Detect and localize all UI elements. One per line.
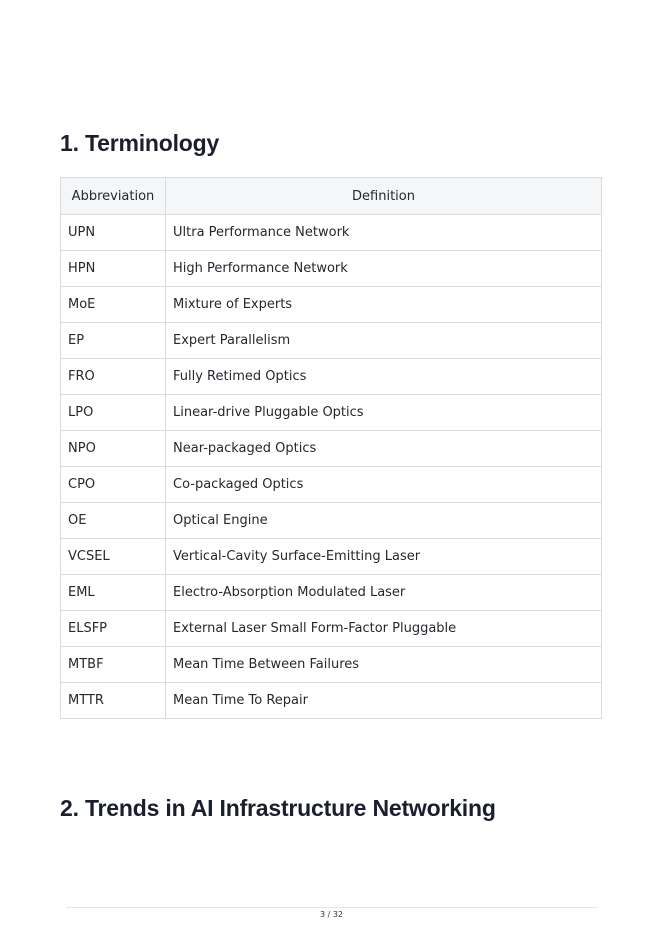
definition-cell: Mean Time To Repair <box>166 683 602 719</box>
definition-cell: Near-packaged Optics <box>166 431 602 467</box>
table-header-row <box>61 178 602 215</box>
table-row <box>61 251 602 287</box>
abbreviation-cell: HPN <box>61 251 166 287</box>
definition-cell: Linear-drive Pluggable Optics <box>166 395 602 431</box>
abbreviation-cell: EP <box>61 323 166 359</box>
table-row <box>61 395 602 431</box>
definition-cell: Ultra Performance Network <box>166 215 602 251</box>
abbreviation-cell: EML <box>61 575 166 611</box>
column-header-definition: Definition <box>166 178 602 215</box>
terminology-table <box>60 177 602 719</box>
abbreviation-cell: MTTR <box>61 683 166 719</box>
abbreviation-cell: OE <box>61 503 166 539</box>
abbreviation-cell: ELSFP <box>61 611 166 647</box>
abbreviation-cell: VCSEL <box>61 539 166 575</box>
table-row <box>61 215 602 251</box>
table-row <box>61 287 602 323</box>
definition-cell: External Laser Small Form-Factor Pluggable <box>166 611 602 647</box>
column-header-abbreviation: Abbreviation <box>61 178 166 215</box>
definition-cell: Expert Parallelism <box>166 323 602 359</box>
table-row <box>61 503 602 539</box>
table-row <box>61 467 602 503</box>
definition-cell: High Performance Network <box>166 251 602 287</box>
abbreviation-cell: MTBF <box>61 647 166 683</box>
table-row <box>61 647 602 683</box>
table-row <box>61 683 602 719</box>
table-row <box>61 539 602 575</box>
definition-cell: Electro-Absorption Modulated Laser <box>166 575 602 611</box>
section-heading-trends: 2. Trends in AI Infrastructure Networking <box>60 795 496 821</box>
abbreviation-cell: UPN <box>61 215 166 251</box>
page-number: 3 / 32 <box>319 910 344 919</box>
table-row <box>61 323 602 359</box>
table-row <box>61 431 602 467</box>
abbreviation-cell: NPO <box>61 431 166 467</box>
abbreviation-cell: CPO <box>61 467 166 503</box>
definition-cell: Fully Retimed Optics <box>166 359 602 395</box>
abbreviation-cell: LPO <box>61 395 166 431</box>
definition-cell: Mean Time Between Failures <box>166 647 602 683</box>
definition-cell: Co-packaged Optics <box>166 467 602 503</box>
definition-cell: Vertical-Cavity Surface-Emitting Laser <box>166 539 602 575</box>
table-row <box>61 359 602 395</box>
definition-cell: Mixture of Experts <box>166 287 602 323</box>
abbreviation-cell: MoE <box>61 287 166 323</box>
footer-divider <box>66 907 597 908</box>
table-row <box>61 575 602 611</box>
definition-cell: Optical Engine <box>166 503 602 539</box>
abbreviation-cell: FRO <box>61 359 166 395</box>
section-heading-terminology: 1. Terminology <box>60 130 220 156</box>
table-row <box>61 611 602 647</box>
